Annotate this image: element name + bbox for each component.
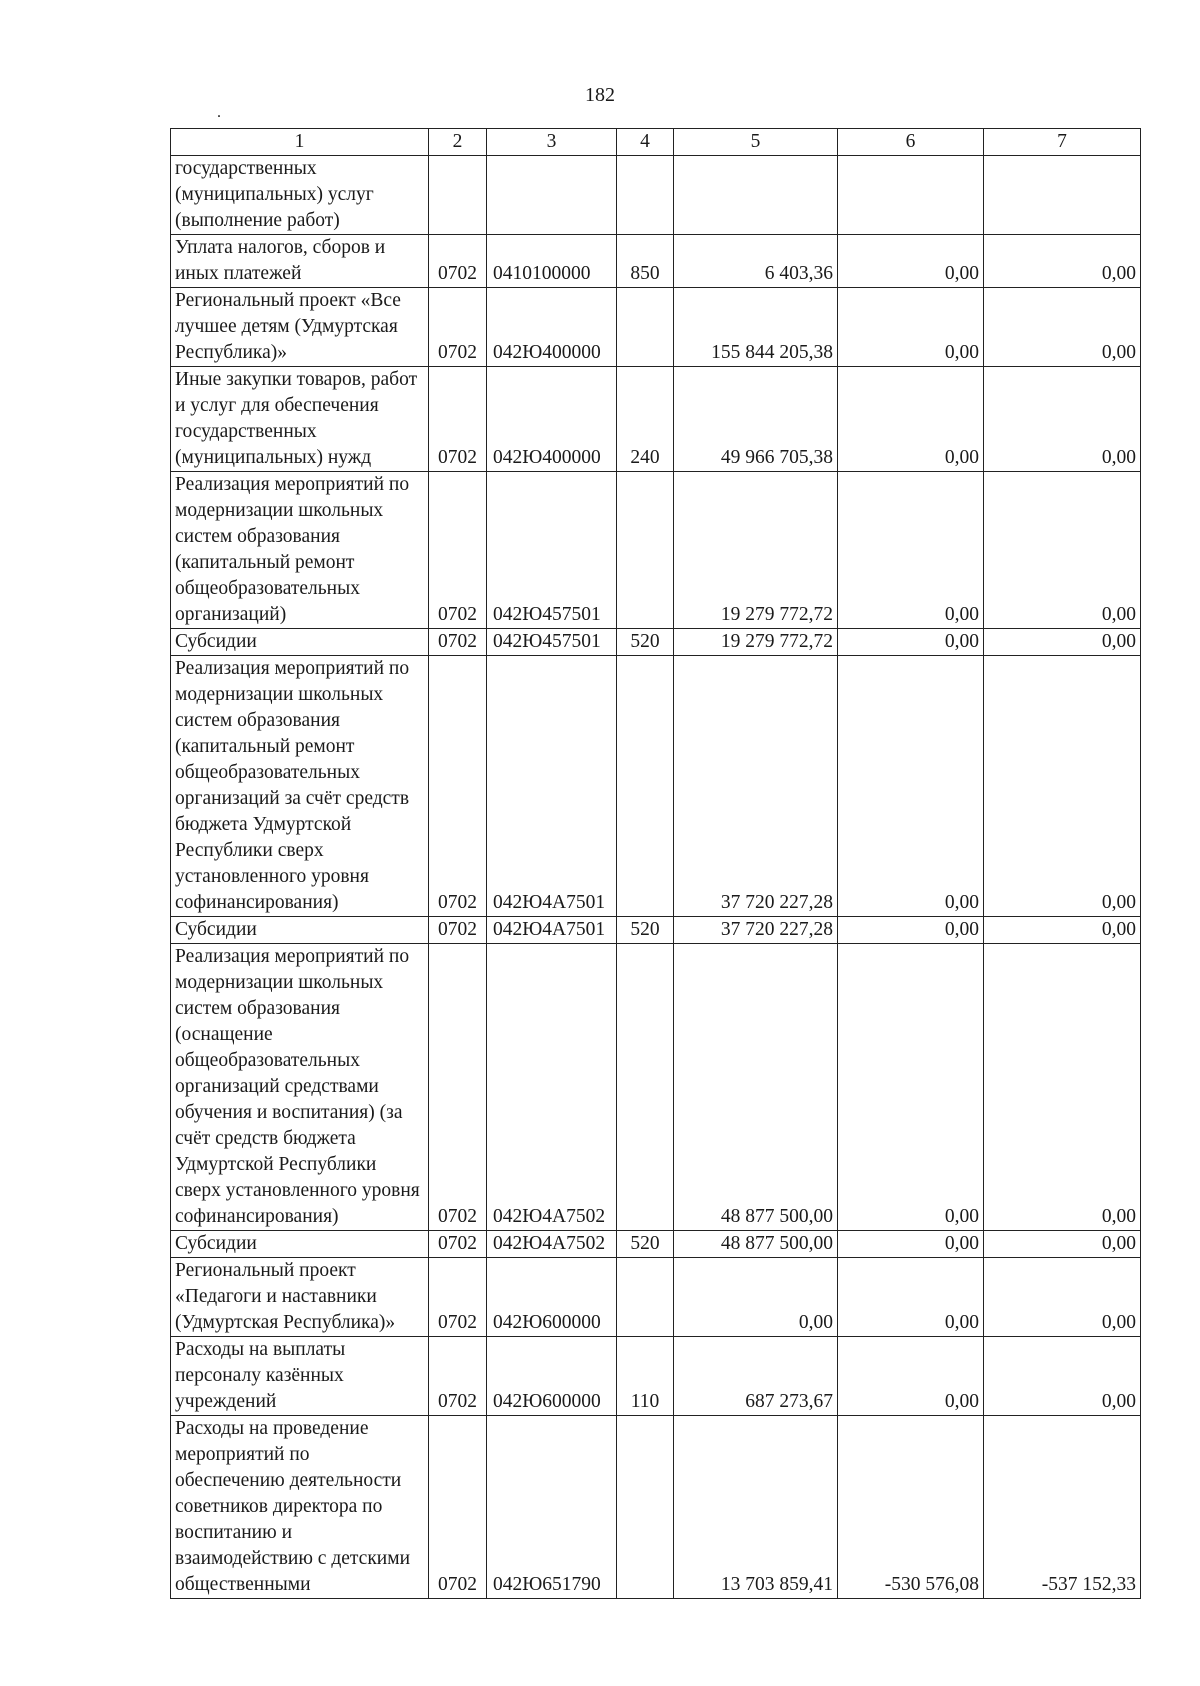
scan-speck: . xyxy=(217,104,221,121)
target-code xyxy=(487,156,617,235)
expense-type: 240 xyxy=(617,367,674,472)
amount-col-6: 0,00 xyxy=(838,472,984,629)
amount-col-5 xyxy=(674,156,838,235)
amount-col-7: 0,00 xyxy=(984,235,1141,288)
target-code: 042Ю4А7501 xyxy=(487,656,617,917)
amount-col-5: 687 273,67 xyxy=(674,1337,838,1416)
amount-col-5: 13 703 859,41 xyxy=(674,1416,838,1599)
row-description: Уплата налогов, сборов и иных платежей xyxy=(171,235,429,288)
header-col-1: 1 xyxy=(171,129,429,156)
amount-col-6: 0,00 xyxy=(838,629,984,656)
target-code: 042Ю457501 xyxy=(487,629,617,656)
table-row xyxy=(171,1337,1141,1416)
amount-col-6 xyxy=(838,156,984,235)
budget-table xyxy=(170,128,1141,1599)
amount-col-7: 0,00 xyxy=(984,1337,1141,1416)
expense-type: 110 xyxy=(617,1337,674,1416)
section-code: 0702 xyxy=(429,367,487,472)
table-row xyxy=(171,156,1141,235)
section-code: 0702 xyxy=(429,288,487,367)
row-description: Региональный проект «Все лучшее детям (Удмуртская Республика)» xyxy=(171,288,429,367)
target-code: 042Ю4А7502 xyxy=(487,944,617,1231)
amount-col-7: 0,00 xyxy=(984,944,1141,1231)
amount-col-6: 0,00 xyxy=(838,944,984,1231)
amount-col-6: 0,00 xyxy=(838,917,984,944)
table-row xyxy=(171,235,1141,288)
amount-col-7: -537 152,33 xyxy=(984,1416,1141,1599)
header-col-3: 3 xyxy=(487,129,617,156)
amount-col-7: 0,00 xyxy=(984,472,1141,629)
header-col-4: 4 xyxy=(617,129,674,156)
section-code: 0702 xyxy=(429,472,487,629)
expense-type xyxy=(617,472,674,629)
row-description: Субсидии xyxy=(171,629,429,656)
amount-col-6: -530 576,08 xyxy=(838,1416,984,1599)
section-code: 0702 xyxy=(429,235,487,288)
row-description: Региональный проект «Педагоги и наставники (Удмуртская Республика)» xyxy=(171,1258,429,1337)
amount-col-7: 0,00 xyxy=(984,629,1141,656)
amount-col-5: 6 403,36 xyxy=(674,235,838,288)
table-row xyxy=(171,1258,1141,1337)
expense-type xyxy=(617,944,674,1231)
amount-col-7: 0,00 xyxy=(984,1231,1141,1258)
row-description: Расходы на проведение мероприятий по обеспечению деятельности советников директора по воспитанию и взаимодействию с детскими общественными xyxy=(171,1416,429,1599)
table-row xyxy=(171,472,1141,629)
expense-type: 520 xyxy=(617,629,674,656)
section-code xyxy=(429,156,487,235)
section-code: 0702 xyxy=(429,656,487,917)
row-description: Реализация мероприятий по модернизации школьных систем образования (капитальный ремонт общеобразовательных организаций за счёт средств бюджета Удмуртской Республики сверх установленного уровня софинансирования) xyxy=(171,656,429,917)
amount-col-5: 19 279 772,72 xyxy=(674,629,838,656)
row-description: Субсидии xyxy=(171,917,429,944)
table-row xyxy=(171,367,1141,472)
target-code: 042Ю600000 xyxy=(487,1258,617,1337)
amount-col-7: 0,00 xyxy=(984,917,1141,944)
target-code: 042Ю4А7501 xyxy=(487,917,617,944)
amount-col-6: 0,00 xyxy=(838,1258,984,1337)
header-col-6: 6 xyxy=(838,129,984,156)
target-code: 042Ю400000 xyxy=(487,288,617,367)
row-description: государственных (муниципальных) услуг (выполнение работ) xyxy=(171,156,429,235)
target-code: 042Ю651790 xyxy=(487,1416,617,1599)
row-description: Реализация мероприятий по модернизации школьных систем образования (капитальный ремонт общеобразовательных организаций) xyxy=(171,472,429,629)
section-code: 0702 xyxy=(429,1337,487,1416)
amount-col-6: 0,00 xyxy=(838,1337,984,1416)
amount-col-6: 0,00 xyxy=(838,656,984,917)
amount-col-5: 19 279 772,72 xyxy=(674,472,838,629)
amount-col-7: 0,00 xyxy=(984,1258,1141,1337)
header-row xyxy=(171,129,1141,156)
table-row xyxy=(171,1416,1141,1599)
target-code: 042Ю400000 xyxy=(487,367,617,472)
amount-col-5: 0,00 xyxy=(674,1258,838,1337)
amount-col-6: 0,00 xyxy=(838,1231,984,1258)
expense-type: 850 xyxy=(617,235,674,288)
amount-col-7: 0,00 xyxy=(984,656,1141,917)
row-description: Иные закупки товаров, работ и услуг для обеспечения государственных (муниципальных) нужд xyxy=(171,367,429,472)
amount-col-5: 37 720 227,28 xyxy=(674,917,838,944)
expense-type xyxy=(617,288,674,367)
row-description: Реализация мероприятий по модернизации школьных систем образования (оснащение общеобразовательных организаций средствами обучения и воспитания) (за счёт средств бюджета Удмуртской Республики сверх установленного уровня софинансирования) xyxy=(171,944,429,1231)
amount-col-5: 37 720 227,28 xyxy=(674,656,838,917)
row-description: Субсидии xyxy=(171,1231,429,1258)
section-code: 0702 xyxy=(429,1416,487,1599)
expense-type xyxy=(617,1416,674,1599)
amount-col-6: 0,00 xyxy=(838,288,984,367)
expense-type: 520 xyxy=(617,917,674,944)
header-col-2: 2 xyxy=(429,129,487,156)
amount-col-5: 48 877 500,00 xyxy=(674,1231,838,1258)
amount-col-7: 0,00 xyxy=(984,288,1141,367)
table-row xyxy=(171,1231,1141,1258)
target-code: 042Ю457501 xyxy=(487,472,617,629)
page-number: 182 xyxy=(585,84,615,106)
amount-col-5: 48 877 500,00 xyxy=(674,944,838,1231)
section-code: 0702 xyxy=(429,917,487,944)
table-row xyxy=(171,288,1141,367)
section-code: 0702 xyxy=(429,1258,487,1337)
section-code: 0702 xyxy=(429,629,487,656)
section-code: 0702 xyxy=(429,1231,487,1258)
table-row xyxy=(171,629,1141,656)
expense-type xyxy=(617,1258,674,1337)
header-col-5: 5 xyxy=(674,129,838,156)
target-code: 042Ю600000 xyxy=(487,1337,617,1416)
amount-col-7: 0,00 xyxy=(984,367,1141,472)
header-col-7: 7 xyxy=(984,129,1141,156)
amount-col-7 xyxy=(984,156,1141,235)
amount-col-5: 155 844 205,38 xyxy=(674,288,838,367)
row-description: Расходы на выплаты персоналу казённых учреждений xyxy=(171,1337,429,1416)
target-code: 0410100000 xyxy=(487,235,617,288)
expense-type xyxy=(617,156,674,235)
amount-col-6: 0,00 xyxy=(838,235,984,288)
target-code: 042Ю4А7502 xyxy=(487,1231,617,1258)
expense-type: 520 xyxy=(617,1231,674,1258)
table-row xyxy=(171,917,1141,944)
table-row xyxy=(171,656,1141,917)
amount-col-5: 49 966 705,38 xyxy=(674,367,838,472)
amount-col-6: 0,00 xyxy=(838,367,984,472)
table-row xyxy=(171,944,1141,1231)
expense-type xyxy=(617,656,674,917)
section-code: 0702 xyxy=(429,944,487,1231)
